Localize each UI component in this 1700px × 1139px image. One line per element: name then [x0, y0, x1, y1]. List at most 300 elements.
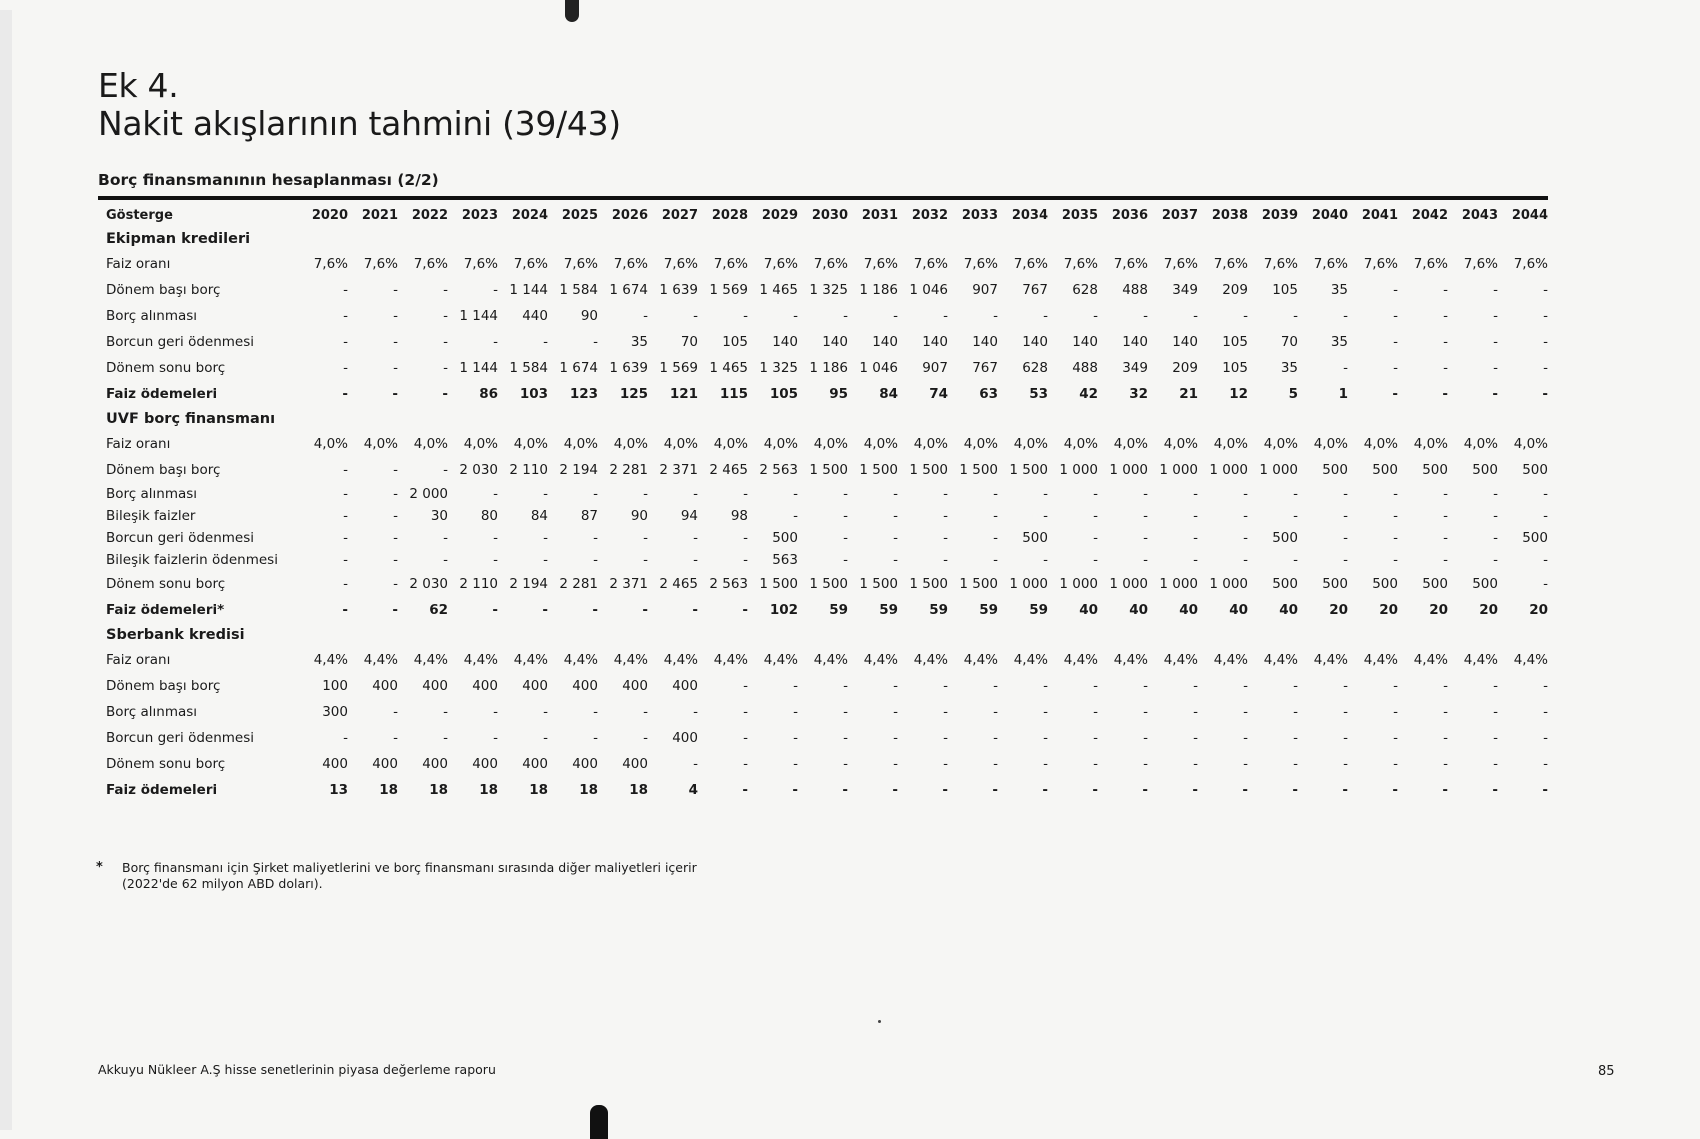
row-label: Faiz oranı: [106, 256, 171, 272]
table-cell: -: [1493, 678, 1498, 694]
table-cell: -: [1243, 530, 1248, 546]
table-cell: 1 000: [1009, 576, 1048, 592]
table-row: [98, 355, 1548, 381]
table-cell: 2 110: [509, 462, 548, 478]
table-cell: 90: [630, 508, 648, 524]
row-label: Faiz oranı: [106, 652, 171, 668]
table-cell: 440: [522, 308, 548, 324]
table-cell: 1 000: [1259, 462, 1298, 478]
table-cell: 7,6%: [863, 256, 898, 272]
table-cell: 62: [429, 602, 448, 618]
table-cell: -: [1193, 552, 1198, 568]
table-cell: 40: [1179, 602, 1198, 618]
table-cell: -: [393, 730, 398, 746]
table-cell: 400: [322, 756, 348, 772]
table-cell: 4,0%: [1113, 436, 1148, 452]
row-label: Dönem sonu borç: [106, 756, 226, 772]
table-cell: -: [843, 530, 848, 546]
table-cell: -: [793, 730, 798, 746]
table-cell: 84: [530, 508, 548, 524]
year-header: 2027: [661, 207, 698, 223]
table-cell: -: [493, 730, 498, 746]
table-cell: 1 000: [1209, 462, 1248, 478]
table-cell: 59: [979, 602, 998, 618]
table-cell: 140: [1172, 334, 1198, 350]
table-cell: 2 000: [409, 486, 448, 502]
table-cell: -: [843, 756, 848, 772]
table-cell: 4,0%: [463, 436, 498, 452]
table-cell: 400: [422, 756, 448, 772]
table-cell: -: [843, 486, 848, 502]
table-cell: -: [1143, 308, 1148, 324]
table-cell: -: [743, 486, 748, 502]
table-row: [98, 457, 1548, 483]
table-cell: 1 325: [759, 360, 798, 376]
year-header: 2025: [561, 207, 598, 223]
table-cell: 500: [1372, 576, 1398, 592]
table-cell: -: [692, 602, 698, 618]
table-cell: 18: [429, 782, 448, 798]
table-cell: 95: [829, 386, 848, 402]
table-cell: 1 569: [709, 282, 748, 298]
table-cell: -: [643, 704, 648, 720]
table-cell: -: [1543, 756, 1548, 772]
table-cell: 2 194: [559, 462, 598, 478]
table-cell: 32: [1129, 386, 1148, 402]
table-cell: -: [993, 756, 998, 772]
table-cell: -: [1493, 730, 1498, 746]
table-cell: -: [743, 552, 748, 568]
table-cell: -: [893, 730, 898, 746]
table-cell: -: [793, 508, 798, 524]
table-cell: -: [1343, 552, 1348, 568]
table-cell: 1 000: [1109, 462, 1148, 478]
table-cell: 4,0%: [1463, 436, 1498, 452]
table-cell: 1 584: [559, 282, 598, 298]
row-label: Dönem sonu borç: [106, 576, 226, 592]
table-cell: 7,6%: [713, 256, 748, 272]
table-cell: 500: [1422, 462, 1448, 478]
table-cell: -: [893, 756, 898, 772]
table-cell: 123: [569, 386, 598, 402]
table-cell: 1 325: [809, 282, 848, 298]
table-cell: -: [1443, 282, 1448, 298]
table-cell: 400: [572, 756, 598, 772]
table-cell: -: [1193, 678, 1198, 694]
table-cell: 4,0%: [413, 436, 448, 452]
table-cell: -: [1193, 730, 1198, 746]
table-cell: 7,6%: [1463, 256, 1498, 272]
table-cell: 90: [580, 308, 598, 324]
table-cell: 1: [1338, 386, 1348, 402]
table-cell: 105: [769, 386, 798, 402]
row-label: Borç alınması: [106, 704, 198, 720]
year-header: 2036: [1111, 207, 1148, 223]
table-cell: -: [1493, 530, 1498, 546]
table-cell: -: [1042, 782, 1048, 798]
table-cell: -: [1443, 308, 1448, 324]
table-cell: 2 465: [659, 576, 698, 592]
table-cell: -: [993, 678, 998, 694]
table-cell: -: [1393, 486, 1398, 502]
table-cell: -: [1443, 508, 1448, 524]
table-cell: 5: [1288, 386, 1298, 402]
table-cell: -: [1393, 756, 1398, 772]
table-cell: -: [1393, 552, 1398, 568]
table-cell: 4,4%: [913, 652, 948, 668]
table-cell: 209: [1172, 360, 1198, 376]
table-cell: 4,0%: [1413, 436, 1448, 452]
table-cell: -: [442, 386, 448, 402]
row-label: Borcun geri ödenmesi: [106, 530, 254, 546]
table-cell: -: [1343, 730, 1348, 746]
table-cell: 1 000: [1159, 576, 1198, 592]
table-cell: 140: [1022, 334, 1048, 350]
table-cell: -: [1293, 756, 1298, 772]
table-cell: 2 281: [609, 462, 648, 478]
table-cell: 400: [522, 678, 548, 694]
table-cell: 1 144: [459, 360, 498, 376]
table-cell: -: [843, 730, 848, 746]
row-label: Dönem başı borç: [106, 462, 221, 478]
year-header: 2021: [361, 207, 398, 223]
table-row: [98, 647, 1548, 673]
table-cell: -: [1293, 508, 1298, 524]
row-label: Faiz oranı: [106, 436, 171, 452]
table-cell: -: [393, 486, 398, 502]
table-cell: 1 500: [909, 462, 948, 478]
table-cell: 20: [1479, 602, 1498, 618]
table-cell: -: [1093, 486, 1098, 502]
table-cell: -: [793, 308, 798, 324]
table-cell: -: [343, 282, 348, 298]
table-cell: 7,6%: [513, 256, 548, 272]
table-cell: -: [743, 678, 748, 694]
table-cell: -: [1243, 756, 1248, 772]
table-row: [98, 549, 1548, 571]
table-cell: -: [693, 530, 698, 546]
table-cell: -: [1543, 486, 1548, 502]
table-cell: 80: [480, 508, 498, 524]
table-cell: 4,0%: [363, 436, 398, 452]
table-cell: -: [1542, 782, 1548, 798]
table-cell: -: [1292, 782, 1298, 798]
year-header: 2040: [1311, 207, 1348, 223]
table-cell: -: [643, 308, 648, 324]
table-cell: 1 500: [809, 576, 848, 592]
table-cell: -: [1393, 308, 1398, 324]
table-cell: -: [1543, 360, 1548, 376]
table-cell: -: [593, 730, 598, 746]
table-cell: 140: [822, 334, 848, 350]
table-cell: 400: [472, 678, 498, 694]
table-cell: -: [1543, 704, 1548, 720]
table-cell: -: [693, 704, 698, 720]
table-cell: 63: [979, 386, 998, 402]
table-cell: 102: [769, 602, 798, 618]
table-cell: -: [993, 730, 998, 746]
table-cell: -: [1393, 730, 1398, 746]
table-cell: -: [343, 576, 348, 592]
table-cell: -: [1143, 552, 1148, 568]
table-cell: -: [1443, 552, 1448, 568]
table-cell: -: [1343, 360, 1348, 376]
table-cell: -: [1293, 308, 1298, 324]
table-cell: -: [1492, 386, 1498, 402]
table-cell: 400: [422, 678, 448, 694]
table-cell: 70: [1280, 334, 1298, 350]
table-cell: -: [342, 602, 348, 618]
table-cell: -: [1293, 704, 1298, 720]
table-cell: -: [543, 704, 548, 720]
table-cell: -: [1543, 730, 1548, 746]
table-cell: 7,6%: [363, 256, 398, 272]
table-cell: 42: [1079, 386, 1098, 402]
table-cell: 40: [1079, 602, 1098, 618]
table-cell: -: [1043, 552, 1048, 568]
table-cell: -: [1493, 360, 1498, 376]
table-row: [98, 431, 1548, 457]
table-cell: 70: [680, 334, 698, 350]
table-cell: 1 046: [859, 360, 898, 376]
table-cell: 1 465: [709, 360, 748, 376]
table-cell: -: [343, 730, 348, 746]
table-cell: -: [1393, 334, 1398, 350]
table-cell: -: [1243, 704, 1248, 720]
table-cell: 4,0%: [1063, 436, 1098, 452]
table-cell: -: [342, 386, 348, 402]
table-cell: -: [1242, 782, 1248, 798]
table-cell: 20: [1379, 602, 1398, 618]
table-cell: -: [1543, 334, 1548, 350]
table-cell: 4,4%: [1513, 652, 1548, 668]
table-cell: 1 639: [609, 360, 648, 376]
table-cell: 4,0%: [613, 436, 648, 452]
year-header: 2034: [1011, 207, 1048, 223]
table-cell: 2 194: [509, 576, 548, 592]
table-cell: 4,0%: [1013, 436, 1048, 452]
table-cell: -: [643, 730, 648, 746]
table-cell: -: [1442, 386, 1448, 402]
table-cell: 4,0%: [813, 436, 848, 452]
table-cell: -: [943, 486, 948, 502]
table-row: [98, 597, 1548, 623]
table-cell: -: [393, 530, 398, 546]
table-cell: 105: [1222, 360, 1248, 376]
footer-report-title: Akkuyu Nükleer A.Ş hisse senetlerinin piyasa değerleme raporu: [98, 1062, 496, 1077]
table-cell: 4,4%: [563, 652, 598, 668]
table-cell: -: [1343, 530, 1348, 546]
table-cell: -: [443, 530, 448, 546]
table-cell: 1 500: [759, 576, 798, 592]
table-cell: -: [793, 678, 798, 694]
table-cell: -: [393, 334, 398, 350]
table-cell: -: [943, 678, 948, 694]
table-cell: -: [1293, 730, 1298, 746]
table-cell: -: [1542, 386, 1548, 402]
table-cell: 488: [1122, 282, 1148, 298]
table-cell: -: [1243, 486, 1248, 502]
table-cell: 4,4%: [513, 652, 548, 668]
row-label: Borcun geri ödenmesi: [106, 334, 254, 350]
table-cell: 500: [1422, 576, 1448, 592]
table-row: [98, 571, 1548, 597]
table-cell: -: [793, 704, 798, 720]
group-title: Sberbank kredisi: [106, 627, 245, 643]
table-cell: -: [893, 308, 898, 324]
table-cell: 35: [1330, 282, 1348, 298]
table-cell: 4,4%: [1313, 652, 1348, 668]
table-cell: 1 584: [509, 360, 548, 376]
table-cell: 7,6%: [1163, 256, 1198, 272]
table-cell: 4,4%: [1163, 652, 1198, 668]
table-cell: -: [893, 530, 898, 546]
table-cell: -: [1293, 552, 1298, 568]
year-header: 2029: [761, 207, 798, 223]
year-header: 2039: [1261, 207, 1298, 223]
table-row: [98, 381, 1548, 407]
row-label: Bileşik faizler: [106, 508, 196, 524]
header-label: Gösterge: [106, 207, 173, 223]
table-cell: -: [943, 530, 948, 546]
table-cell: 4,4%: [413, 652, 448, 668]
table-cell: 628: [1022, 360, 1048, 376]
table-cell: 4,0%: [313, 436, 348, 452]
table-cell: 4,4%: [713, 652, 748, 668]
table-cell: -: [1093, 552, 1098, 568]
table-cell: -: [1493, 756, 1498, 772]
table-cell: -: [993, 704, 998, 720]
table-cell: -: [1043, 704, 1048, 720]
table-cell: -: [392, 602, 398, 618]
table-cell: -: [1143, 530, 1148, 546]
table-cell: 7,6%: [313, 256, 348, 272]
table-cell: -: [643, 552, 648, 568]
table-cell: -: [1093, 678, 1098, 694]
table-cell: -: [393, 704, 398, 720]
table-cell: 500: [1472, 576, 1498, 592]
table-cell: -: [1193, 308, 1198, 324]
table-cell: -: [393, 282, 398, 298]
table-cell: -: [443, 282, 448, 298]
table-cell: -: [343, 486, 348, 502]
table-cell: -: [843, 308, 848, 324]
table-cell: -: [1493, 552, 1498, 568]
table-cell: 53: [1029, 386, 1048, 402]
table-cell: 4,0%: [563, 436, 598, 452]
table-cell: -: [1493, 282, 1498, 298]
table-cell: -: [1393, 360, 1398, 376]
table-cell: -: [1493, 486, 1498, 502]
table-cell: -: [943, 756, 948, 772]
table-cell: -: [543, 486, 548, 502]
table-cell: 115: [719, 386, 748, 402]
table-cell: 907: [922, 360, 948, 376]
table-cell: 4,0%: [763, 436, 798, 452]
table-cell: -: [993, 552, 998, 568]
table-cell: -: [1243, 508, 1248, 524]
table-cell: -: [343, 462, 348, 478]
table-cell: -: [343, 508, 348, 524]
table-cell: -: [743, 530, 748, 546]
table-cell: -: [493, 282, 498, 298]
table-cell: -: [1493, 704, 1498, 720]
table-cell: -: [842, 782, 848, 798]
table-cell: 500: [1522, 462, 1548, 478]
table-cell: -: [642, 602, 648, 618]
table-cell: 7,6%: [563, 256, 598, 272]
table-cell: 7,6%: [1313, 256, 1348, 272]
page-title: Nakit akışlarının tahmini (39/43): [98, 104, 621, 143]
table-cell: -: [593, 704, 598, 720]
table-row: [98, 527, 1548, 549]
table-cell: -: [993, 530, 998, 546]
table-cell: -: [1293, 486, 1298, 502]
table-cell: 1 186: [809, 360, 848, 376]
table-cell: 86: [479, 386, 498, 402]
table-cell: 7,6%: [1013, 256, 1048, 272]
table-cell: 7,6%: [913, 256, 948, 272]
table-cell: 4,0%: [663, 436, 698, 452]
table-cell: -: [843, 704, 848, 720]
table-cell: -: [1543, 678, 1548, 694]
table-cell: 1 500: [809, 462, 848, 478]
table-cell: 1 144: [459, 308, 498, 324]
table-cell: -: [1193, 508, 1198, 524]
table-cell: 7,6%: [1063, 256, 1098, 272]
table-row: [98, 777, 1548, 803]
section-title: Borç finansmanının hesaplanması (2/2): [98, 171, 439, 189]
table-top-rule: [98, 196, 1548, 200]
table-cell: 7,6%: [1113, 256, 1148, 272]
table-cell: -: [792, 782, 798, 798]
table-cell: 4,0%: [1513, 436, 1548, 452]
table-cell: -: [742, 602, 748, 618]
table-cell: -: [343, 552, 348, 568]
table-cell: -: [693, 552, 698, 568]
table-cell: -: [1543, 576, 1548, 592]
table-cell: 140: [922, 334, 948, 350]
table-cell: -: [893, 704, 898, 720]
table-cell: -: [743, 756, 748, 772]
table-cell: 488: [1072, 360, 1098, 376]
table-cell: -: [393, 508, 398, 524]
year-header: 2023: [461, 207, 498, 223]
table-cell: 7,6%: [1413, 256, 1448, 272]
table-cell: 4,4%: [1063, 652, 1098, 668]
table-cell: 13: [329, 782, 348, 798]
table-cell: 7,6%: [663, 256, 698, 272]
table-cell: -: [1343, 756, 1348, 772]
year-header: 2035: [1061, 207, 1098, 223]
table-cell: 35: [630, 334, 648, 350]
table-cell: -: [1243, 678, 1248, 694]
table-row: [98, 483, 1548, 505]
table-cell: -: [893, 552, 898, 568]
table-cell: -: [1143, 704, 1148, 720]
table-cell: -: [393, 462, 398, 478]
debt-financing-table: [98, 203, 1548, 803]
table-cell: -: [1343, 678, 1348, 694]
table-cell: 100: [322, 678, 348, 694]
table-cell: -: [593, 552, 598, 568]
table-cell: -: [1043, 486, 1048, 502]
table-cell: -: [1093, 704, 1098, 720]
table-cell: -: [1142, 782, 1148, 798]
table-cell: -: [1093, 530, 1098, 546]
year-header: 2041: [1361, 207, 1398, 223]
table-cell: 4,4%: [313, 652, 348, 668]
